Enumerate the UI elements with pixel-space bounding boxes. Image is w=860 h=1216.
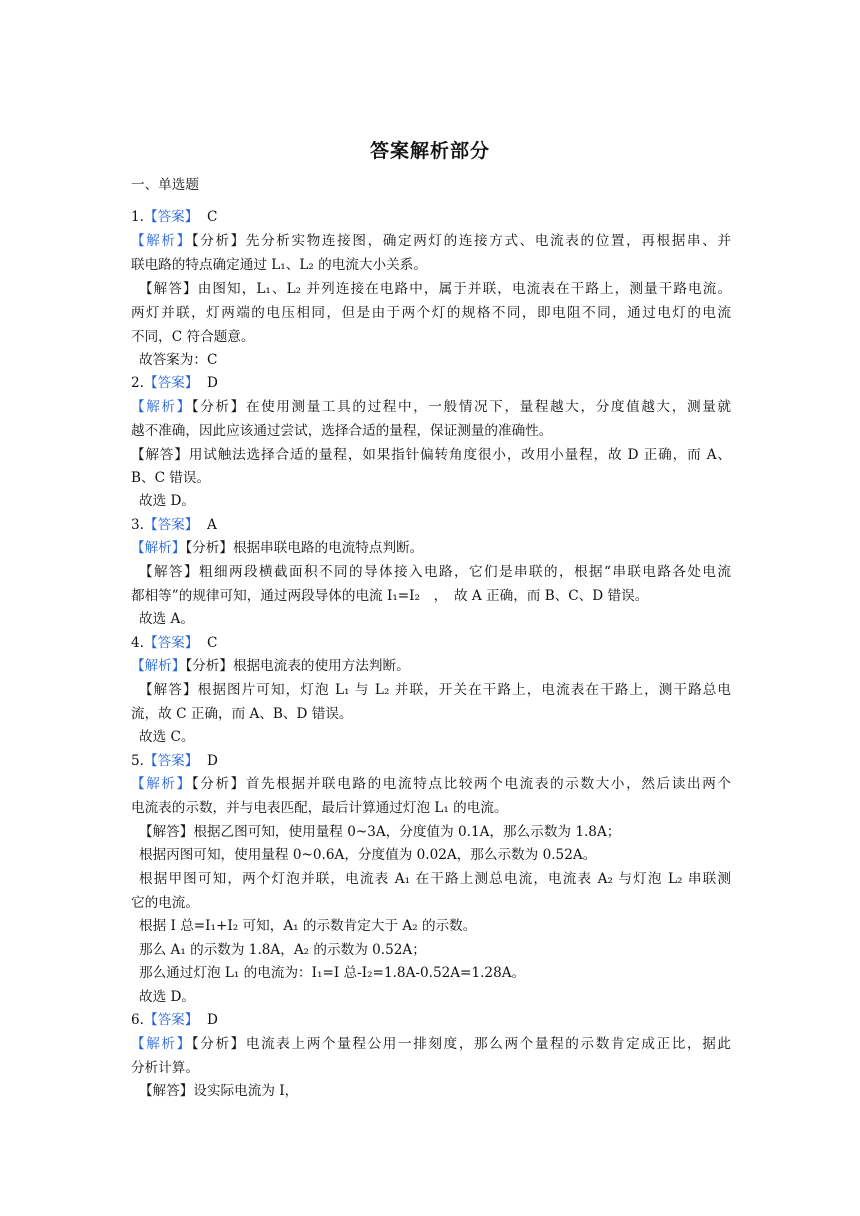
q2-analysis-line: [131, 398, 731, 416]
page-title: 答案解析部分: [369, 140, 490, 162]
q1-answer: C: [207, 209, 218, 225]
q5-solution-4: 它的电流。: [131, 895, 199, 911]
q6-answer: D: [207, 1012, 218, 1028]
q1-analysis-line: [131, 232, 731, 250]
q4-num: 4.: [131, 635, 144, 651]
analysis-tag: 【解析】: [131, 658, 186, 674]
q3-num: 3.: [131, 517, 144, 533]
answer-tag: 【答案】: [143, 635, 199, 651]
q2-solution-3: 故选 D。: [139, 493, 196, 509]
q2-answer: D: [207, 375, 218, 391]
analysis-tag: 【解析】: [131, 776, 192, 792]
q4-analysis-line: [131, 657, 731, 675]
answer-tag: 【答案】: [143, 517, 199, 533]
answer-tag: 【答案】: [143, 209, 199, 225]
q1-analysis-1: 【分析】先分析实物连接图，确定两灯的连接方式、电流表的位置，再根据串、并: [191, 233, 731, 249]
q3-solution-1: 【解答】粗细两段横截面积不同的导体接入电路，它们是串联的，根据“串联电路各处电流: [139, 564, 731, 580]
q6-answer-line: [131, 1011, 731, 1029]
q5-num: 5.: [131, 753, 144, 769]
q5-solution-1: 【解答】根据乙图可知，使用量程 0~3A，分度值为 0.1A，那么示数为 1.8A；: [139, 824, 621, 840]
q5-analysis-1: 【分析】首先根据并联电路的电流特点比较两个电流表的示数大小，然后读出两个: [191, 776, 731, 792]
q2-analysis-2: 越不准确，因此应该通过尝试，选择合适的量程，保证测量的准确性。: [131, 423, 553, 439]
q5-solution-6: 那么 A₁ 的示数为 1.8A，A₂ 的示数为 0.52A；: [139, 942, 426, 958]
q6-num: 6.: [131, 1012, 144, 1028]
q5-analysis-2: 电流表的示数，并与电表匹配，最后计算通过灯泡 L₁ 的电流。: [131, 800, 508, 816]
q4-solution-1: 【解答】根据图片可知，灯泡 L₁ 与 L₂ 并联，开关在干路上，电流表在干路上，测干路总电: [139, 682, 731, 698]
q6-analysis-line: [131, 1035, 731, 1053]
q1-num: 1.: [131, 209, 144, 225]
analysis-tag: 【解析】: [131, 399, 192, 415]
q2-solution-1: 【解答】用试触法选择合适的量程，如果指针偏转角度很小，改用小量程，故 D 正确，而 A、: [131, 447, 731, 463]
q4-answer-line: [131, 634, 731, 652]
q6-solution-1: 【解答】设实际电流为 I，: [139, 1083, 299, 1099]
q5-solution-5: 根据 I 总=I₁+I₂ 可知，A₁ 的示数肯定大于 A₂ 的示数。: [139, 918, 477, 934]
q5-answer-line: [131, 752, 731, 770]
q6-analysis-1: 【分析】电流表上两个量程公用一排刻度，那么两个量程的示数肯定成正比，据此: [191, 1036, 731, 1052]
section-heading: 一、单选题: [131, 177, 199, 193]
q3-solution-3: 故选 A。: [139, 611, 194, 627]
q4-answer: C: [207, 635, 218, 651]
q3-solution-2: 都相等”的规律可知，通过两段导体的电流 I₁=I₂ ， 故 A 正确，而 B、C、D 错误。: [131, 588, 649, 604]
q5-solution-7: 那么通过灯泡 L₁ 的电流为：I₁=I 总-I₂=1.8A-0.52A=1.28A。: [139, 965, 526, 981]
q2-analysis-1: 【分析】在使用测量工具的过程中，一般情况下，量程越大，分度值越大，测量就: [191, 399, 731, 415]
analysis-tag: 【解析】: [131, 540, 186, 556]
q3-analysis-line: [131, 539, 731, 557]
q3-analysis-1: 【分析】根据串联电路的电流特点判断。: [185, 540, 424, 556]
q4-analysis-1: 【分析】根据电流表的使用方法判断。: [185, 658, 410, 674]
q5-answer: D: [207, 753, 218, 769]
q4-solution-2: 流，故 C 正确，而 A、B、D 错误。: [131, 706, 353, 722]
q2-num: 2.: [131, 375, 144, 391]
q6-analysis-2: 分析计算。: [131, 1060, 199, 1076]
q5-solution-2: 根据丙图可知，使用量程 0~0.6A，分度值为 0.02A，那么示数为 0.52A。: [139, 847, 597, 863]
analysis-tag: 【解析】: [131, 233, 192, 249]
q5-solution-3: 根据甲图可知，两个灯泡并联，电流表 A₁ 在干路上测总电流，电流表 A₂ 与灯泡 L₂ 串联测: [139, 871, 731, 887]
answer-tag: 【答案】: [143, 375, 199, 391]
q5-solution-8: 故选 D。: [139, 989, 196, 1005]
q5-analysis-line: [131, 775, 731, 793]
q2-answer-line: [131, 374, 731, 392]
q4-solution-3: 故选 C。: [139, 729, 195, 745]
q3-answer-line: [131, 516, 731, 534]
analysis-tag: 【解析】: [131, 1036, 192, 1052]
q1-answer-line: [131, 208, 731, 226]
q1-solution-1: 【解答】由图知，L₁、L₂ 并列连接在电路中，属于并联，电流表在干路上，测量干路电流。: [139, 281, 731, 297]
q1-solution-4: 故答案为：C: [139, 352, 218, 368]
q3-answer: A: [207, 517, 217, 533]
q2-solution-2: B、C 错误。: [131, 470, 211, 486]
q1-solution-2: 两灯并联，灯两端的电压相同，但是由于两个灯的规格不同，即电阻不同，通过电灯的电流: [131, 305, 731, 321]
q1-solution-3: 不同，C 符合题意。: [131, 329, 255, 345]
answer-tag: 【答案】: [143, 1012, 199, 1028]
q1-analysis-2: 联电路的特点确定通过 L₁、L₂ 的电流大小关系。: [131, 257, 427, 273]
answer-tag: 【答案】: [143, 753, 199, 769]
